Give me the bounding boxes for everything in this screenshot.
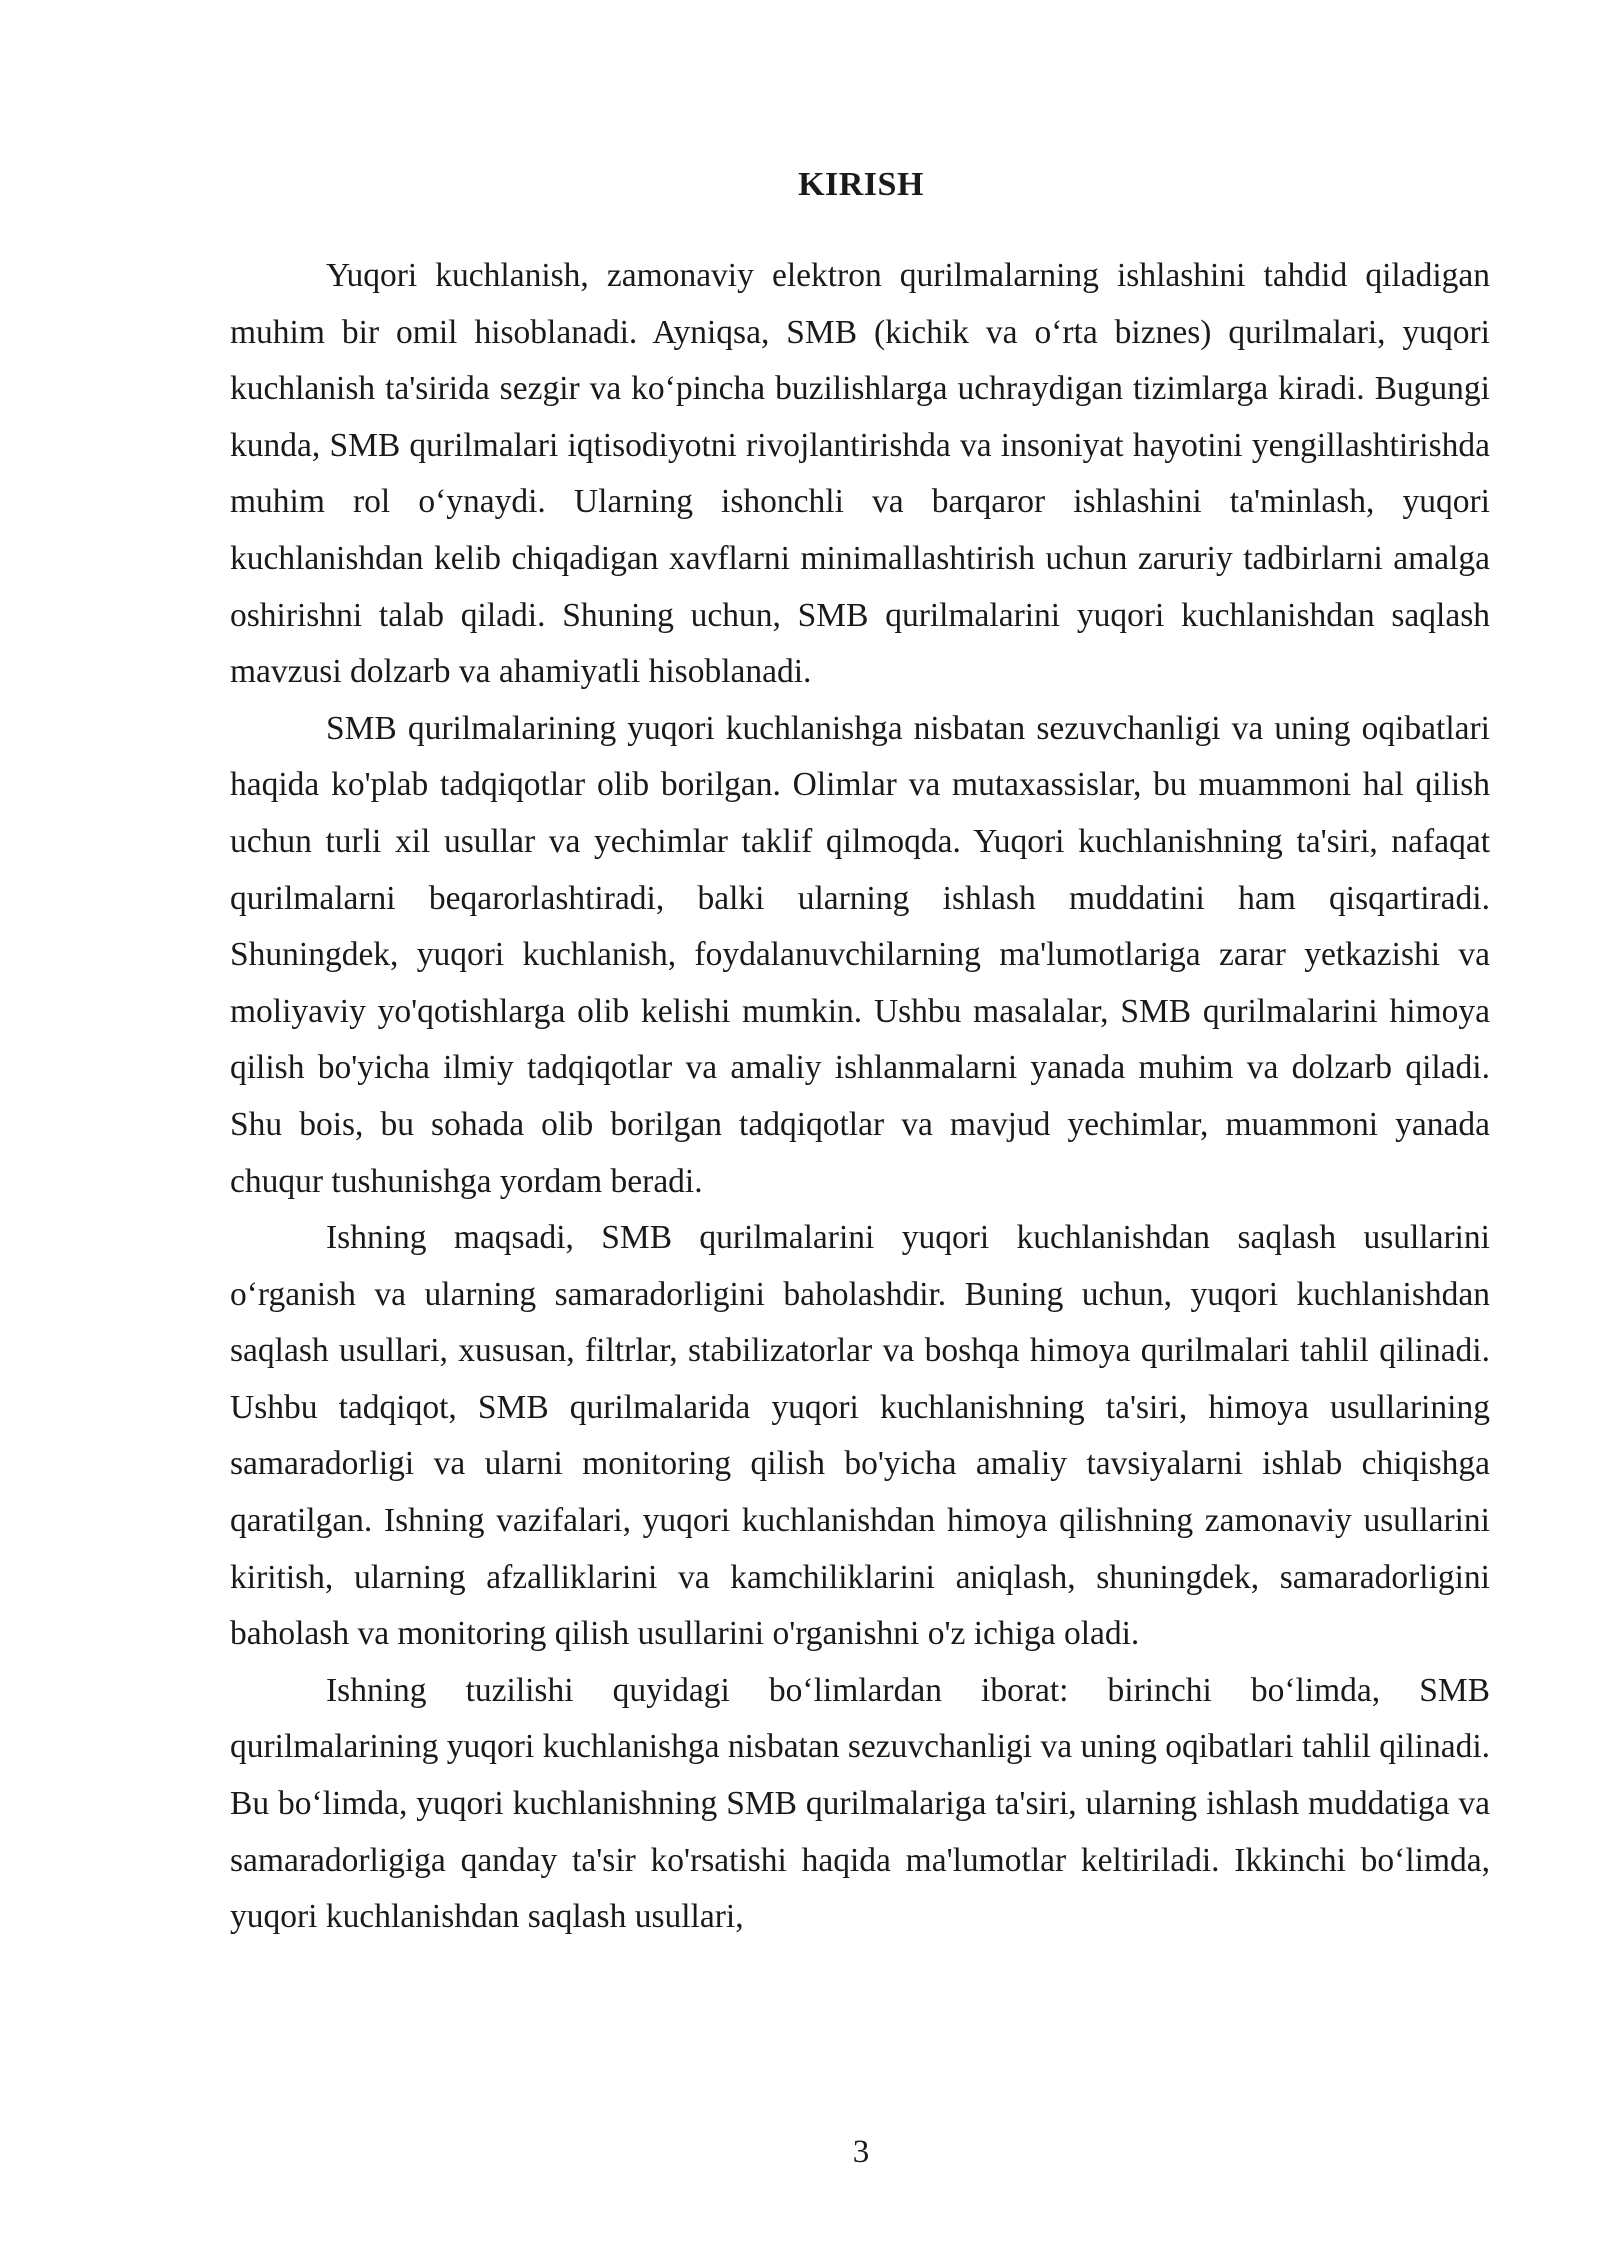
paragraph-3: Ishning maqsadi, SMB qurilmalarini yuqori kuchlanishdan saqlash usullarini o‘rganish va ularning samaradorligini baholashdir. Buning uchun, yuqori kuchlanishdan saqlash usullari, xususan, filtrlar, stabilizatorlar va boshqa himoya qurilmalari tahlil qilinadi. Ushbu tadqiqot, SMB qurilmalarida yuqori kuchlanishning ta'siri, himoya usullarining samaradorligi va ularni monitoring qilish bo'yicha amaliy tavsiyalarni ishlab chiqishga qaratilgan. Ishning vazifalari, yuqori kuchlanishdan himoya qilishning zamonaviy usullarini kiritish, ularning afzalliklarini va kamchiliklarini aniqlash, shuningdek, samaradorligini baholash va monitoring qilish usullarini o'rganishni o'z ichiga oladi. <box>230 1219 1490 1653</box>
body-text <box>230 248 1490 1946</box>
paragraph-4: Ishning tuzilishi quyidagi bo‘limlardan iborat: birinchi bo‘limda, SMB qurilmalarining yuqori kuchlanishga nisbatan sezuvchanligi va uning oqibatlari tahlil qilinadi. Bu bo‘limda, yuqori kuchlanishning SMB qurilmalariga ta'siri, ularning ishlash muddatiga va samaradorligiga qanday ta'sir ko'rsatishi haqida ma'lumotlar keltiriladi. Ikkinchi bo‘limda, yuqori kuchlanishdan saqlash usullari, <box>230 1671 1490 1936</box>
paragraph-2: SMB qurilmalarining yuqori kuchlanishga nisbatan sezuvchanligi va uning oqibatlari haqida ko'plab tadqiqotlar olib borilgan. Olimlar va mutaxassislar, bu muammoni hal qilish uchun turli xil usullar va yechimlar taklif qilmoqda. Yuqori kuchlanishning ta'siri, nafaqat qurilmalarni beqarorlashtiradi, balki ularning ishlash muddatini ham qisqartiradi. Shuningdek, yuqori kuchlanish, foydalanuvchilarning ma'lumotlariga zarar yetkazishi va moliyaviy yo'qotishlarga olib kelishi mumkin. Ushbu masalalar, SMB qurilmalarini himoya qilish bo'yicha ilmiy tadqiqotlar va amaliy ishlanmalarni yanada muhim va dolzarb qiladi. Shu bois, bu sohada olib borilgan tadqiqotlar va mavjud yechimlar, muammoni yanada chuqur tushunishga yordam beradi. <box>230 709 1490 1200</box>
paragraph-1: Yuqori kuchlanish, zamonaviy elektron qurilmalarning ishlashini tahdid qiladigan muhim bir omil hisoblanadi. Ayniqsa, SMB (kichik va o‘rta biznes) qurilmalari, yuqori kuchlanish ta'sirida sezgir va ko‘pincha buzilishlarga uchraydigan tizimlarga kiradi. Bugungi kunda, SMB qurilmalari iqtisodiyotni rivojlantirishda va insoniyat hayotini yengillashtirishda muhim rol o‘ynaydi. Ularning ishonchli va barqaror ishlashini ta'minlash, yuqori kuchlanishdan kelib chiqadigan xavflarni minimallashtirish uchun zaruriy tadbirlarni amalga oshirishni talab qiladi. Shuning uchun, SMB qurilmalarini yuqori kuchlanishdan saqlash mavzusi dolzarb va ahamiyatli hisoblanadi. <box>230 257 1490 691</box>
section-title: KIRISH <box>798 166 924 203</box>
page-number: 3 <box>852 2134 870 2170</box>
